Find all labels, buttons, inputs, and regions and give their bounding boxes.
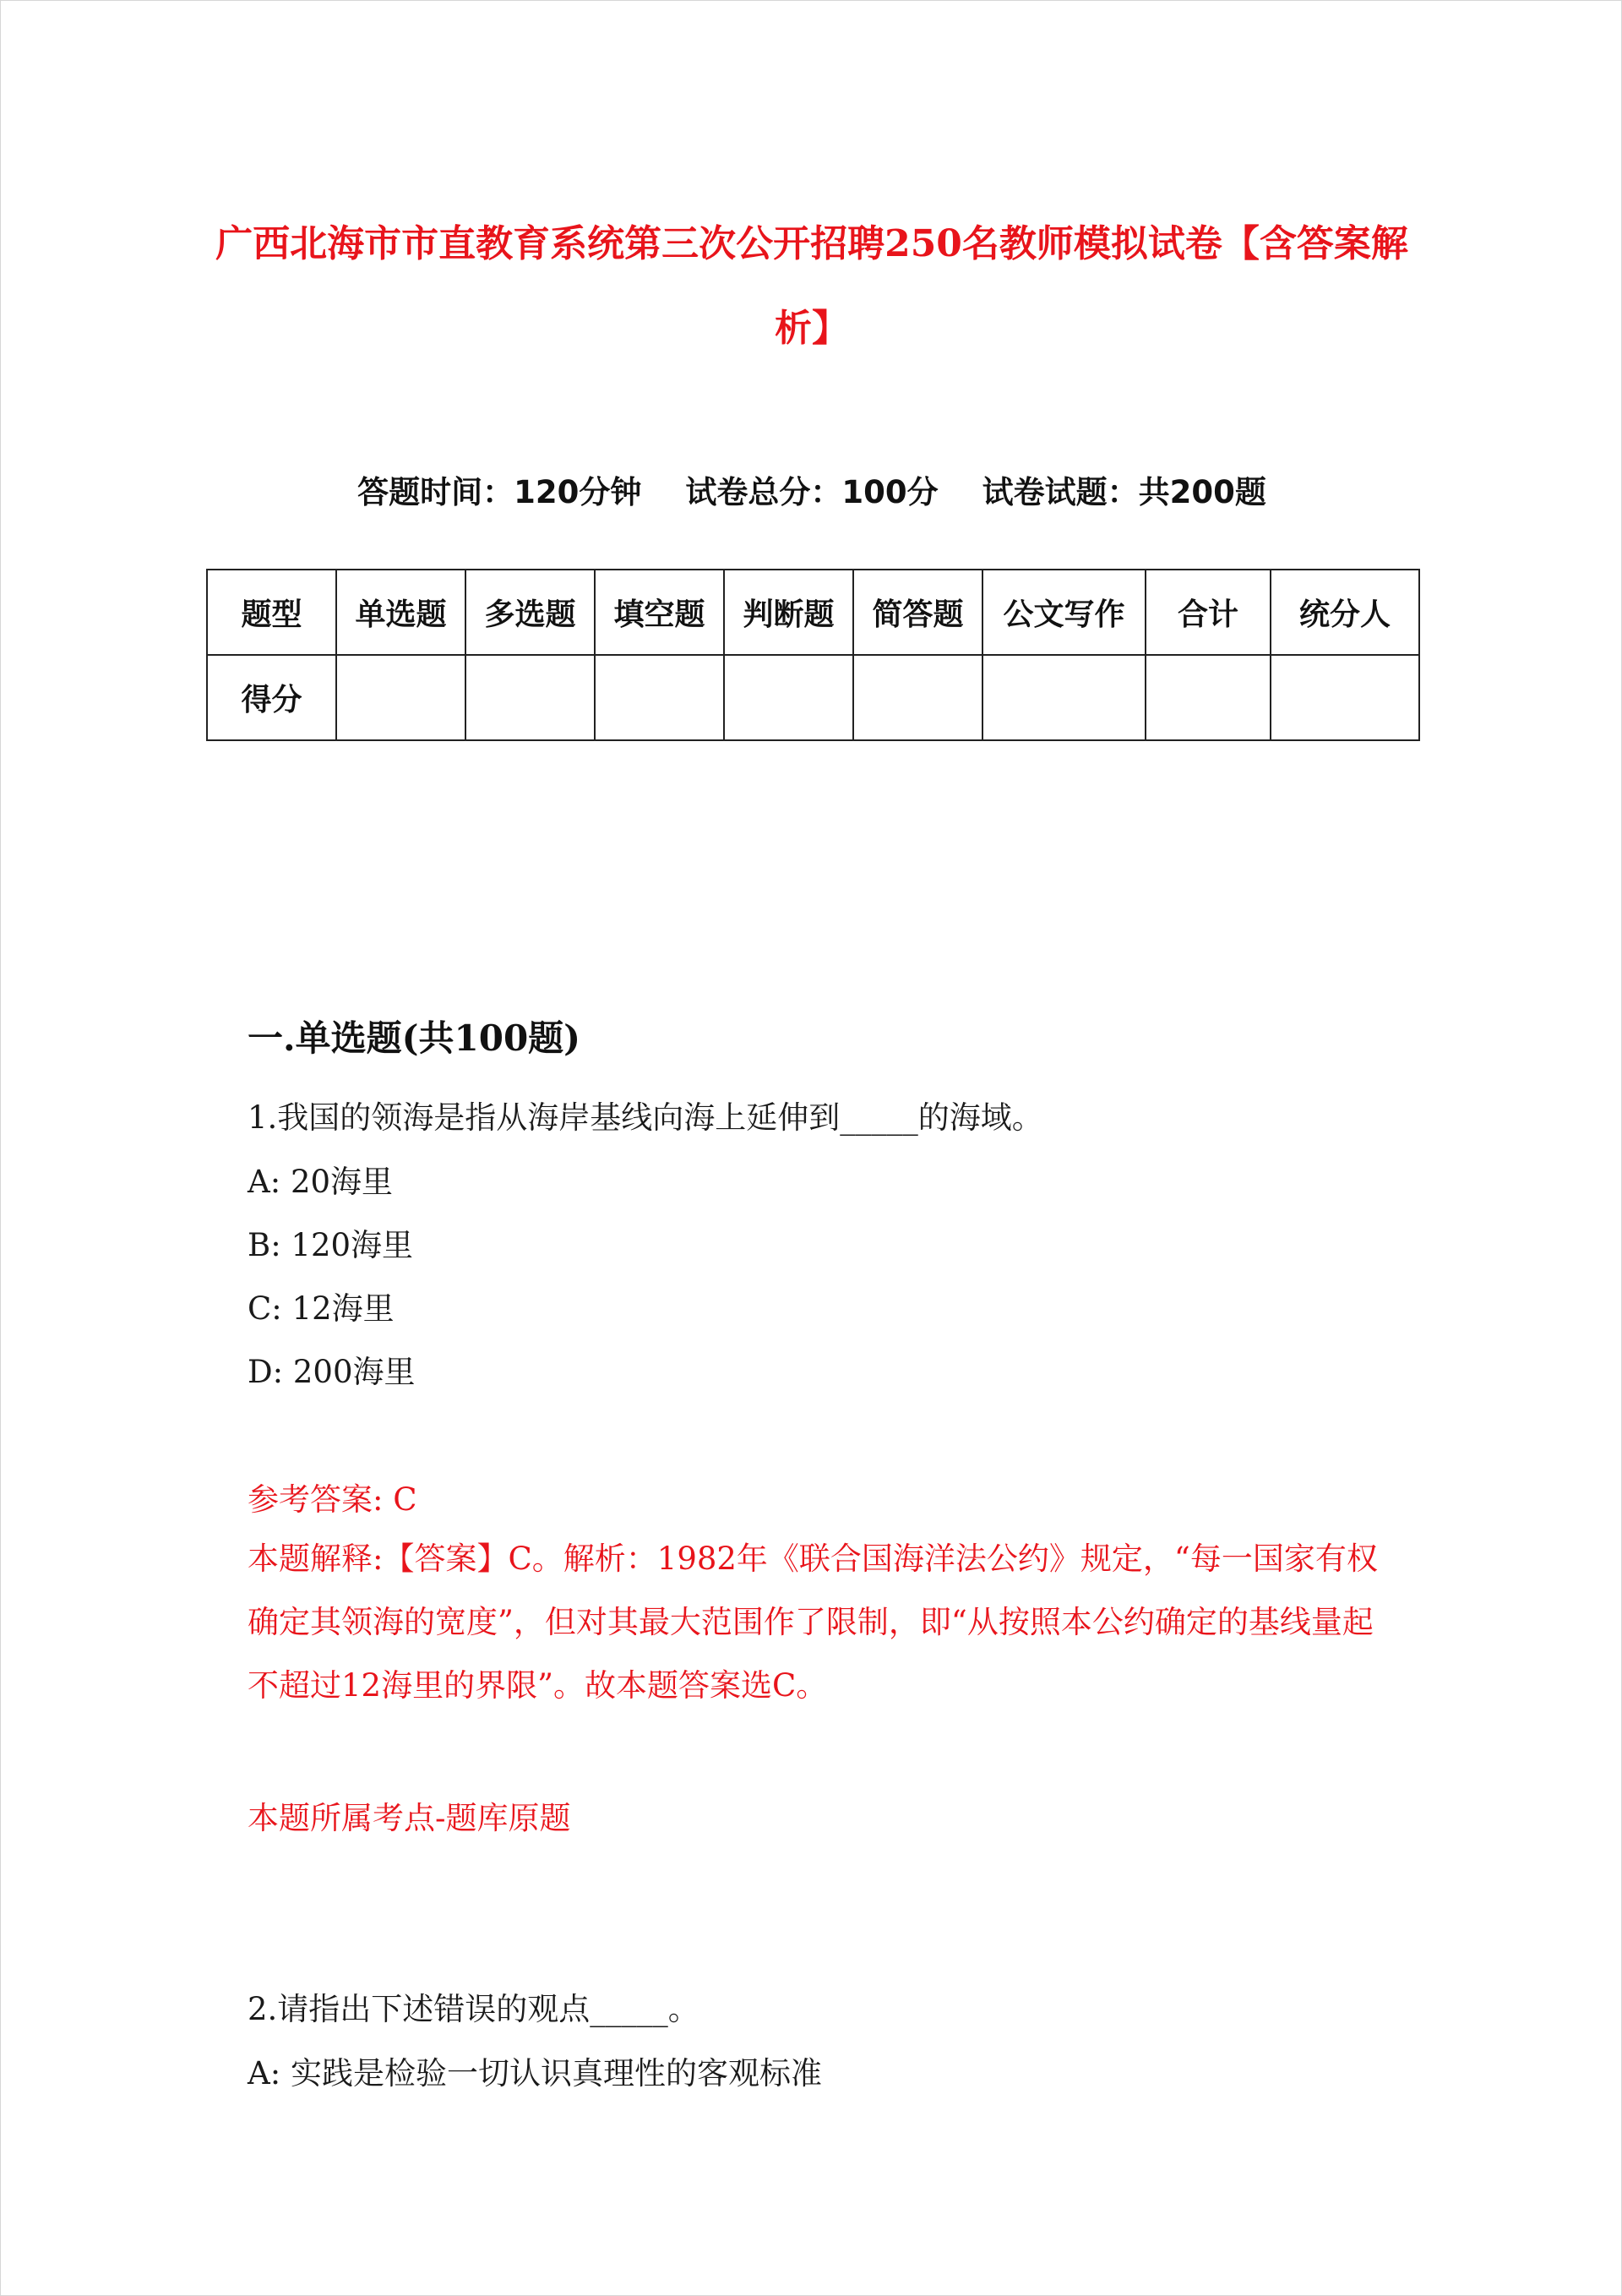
score-cell: [724, 655, 853, 740]
question-option: A: 实践是检验一切认识真理性的客观标准: [248, 2055, 822, 2091]
header-cell: 题型: [207, 570, 336, 655]
score-cell: [1271, 655, 1419, 740]
header-cell: 公文写作: [982, 570, 1146, 655]
score-table: [206, 569, 1420, 741]
score-table-score-row: [207, 655, 1419, 740]
score-table-header-row: [207, 570, 1419, 655]
header-cell: 填空题: [595, 570, 724, 655]
reference-answer: 参考答案: C: [248, 1481, 417, 1518]
header-cell: 单选题: [336, 570, 465, 655]
header-cell: 判断题: [724, 570, 853, 655]
question-option: A: 20海里: [248, 1164, 394, 1200]
section-title: 一.单选题(共100题): [248, 1017, 581, 1059]
score-cell: [465, 655, 595, 740]
question-option: C: 12海里: [248, 1290, 395, 1327]
question-option: B: 120海里: [248, 1227, 414, 1263]
question-stem: 1.我国的领海是指从海岸基线向海上延伸到_____的海域。: [248, 1099, 1043, 1136]
header-cell: 合计: [1146, 570, 1271, 655]
question-option: D: 200海里: [248, 1354, 416, 1390]
row-label-cell: 得分: [207, 655, 336, 740]
score-cell: [595, 655, 724, 740]
score-cell: [1146, 655, 1271, 740]
exam-question-count: 试卷试题：共200题: [982, 474, 1266, 510]
exam-total-score: 试卷总分：100分: [685, 474, 939, 510]
answer-explanation: 本题解释:【答案】C。解析：1982年《联合国海洋法公约》规定，“每一国家有权确定其领海的宽度”，但对其最大范围作了限制，即“从按照本公约确定的基线量起不超过12海里的界限”。故本题答案选C。: [248, 1541, 1378, 1704]
knowledge-point-tag: 本题所属考点-题库原题: [248, 1800, 571, 1836]
document-title: 广西北海市市直教育系统第三次公开招聘250名教师模拟试卷【含答案解析】: [215, 222, 1408, 350]
exam-meta: [1, 466, 1622, 512]
exam-time: 答题时间：120分钟: [357, 474, 642, 510]
question-stem: 2.请指出下述错误的观点_____。: [248, 1991, 699, 2027]
score-cell: [336, 655, 465, 740]
score-cell: [982, 655, 1146, 740]
score-cell: [853, 655, 982, 740]
header-cell: 简答题: [853, 570, 982, 655]
header-cell: 多选题: [465, 570, 595, 655]
header-cell: 统分人: [1271, 570, 1419, 655]
